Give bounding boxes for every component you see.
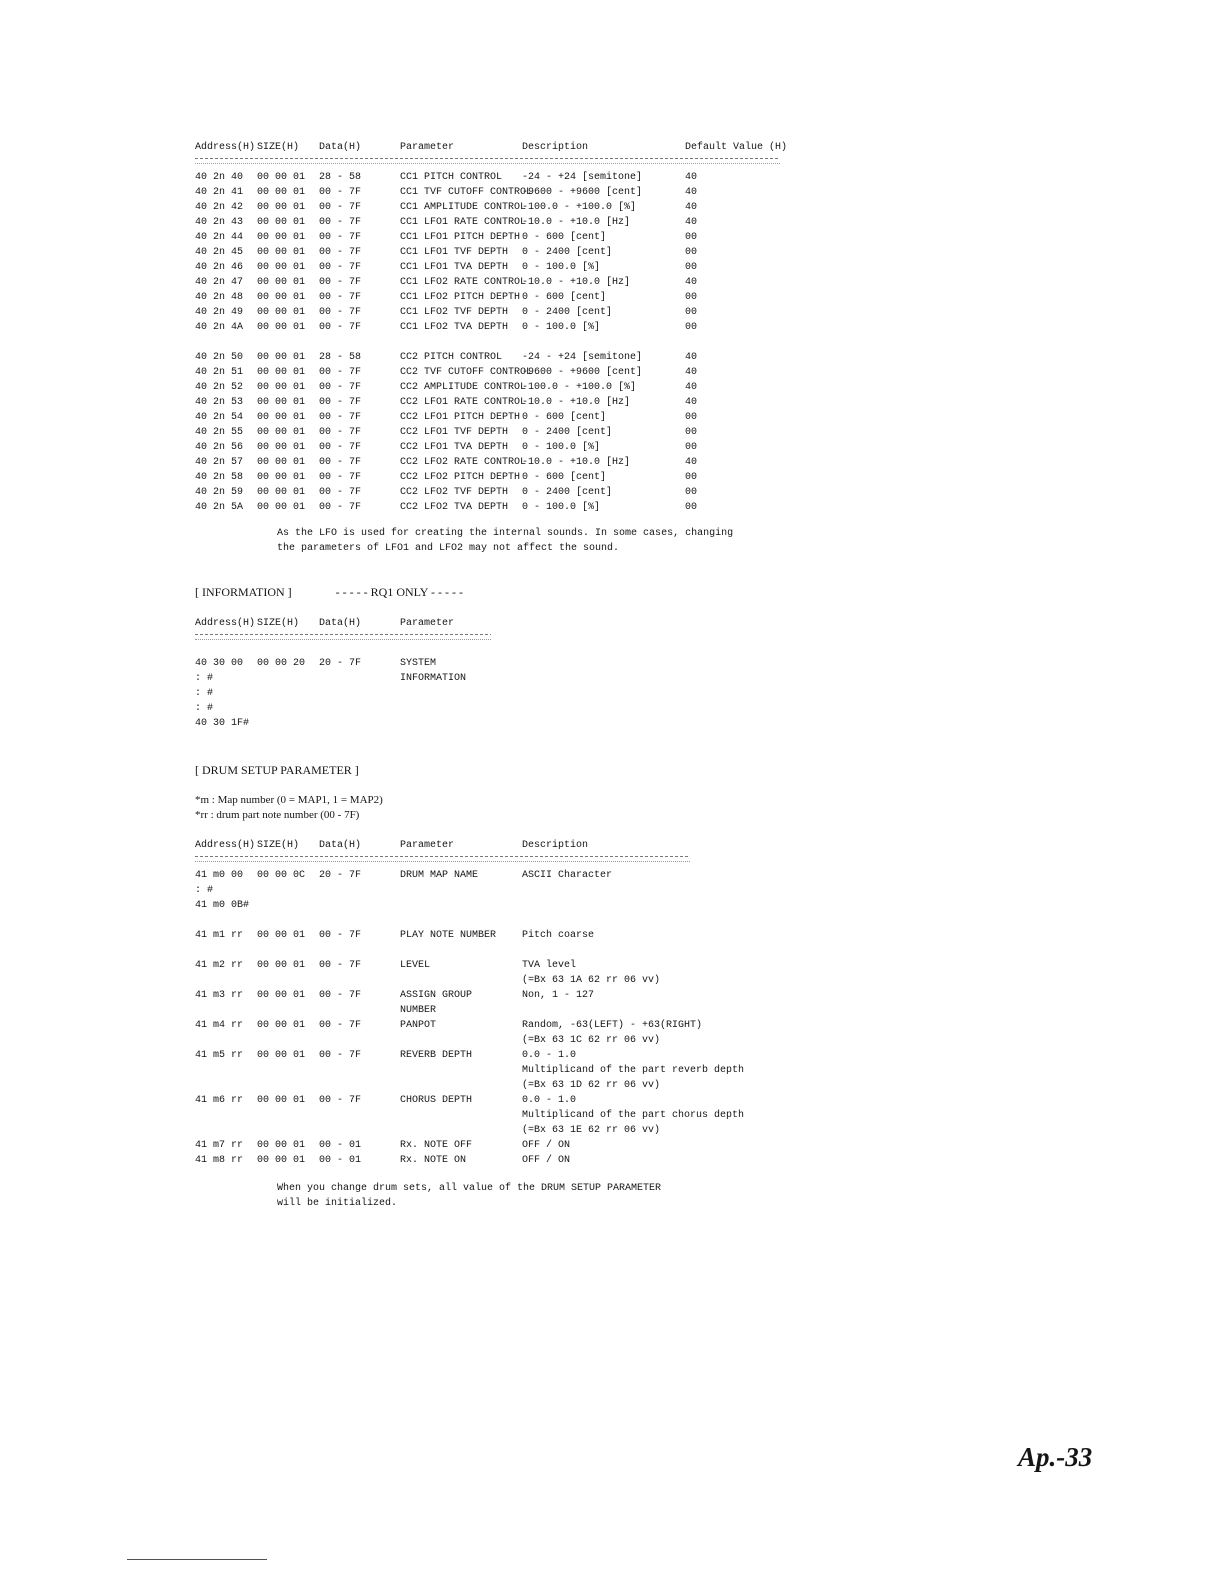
table-row [195, 686, 491, 701]
cell-description: 0 - 600 [cent] [522, 232, 607, 243]
cell-parameter: PLAY NOTE NUMBER [400, 930, 497, 941]
cell-parameter: CC2 LFO2 RATE CONTROL [400, 457, 527, 468]
cell-description: -24 - +24 [semitone] [522, 352, 643, 363]
drum-rows [195, 868, 745, 1168]
cell-description: 0 - 100.0 [%] [522, 322, 601, 333]
cell-description: 0 - 600 [cent] [522, 472, 607, 483]
cell-parameter: CC1 TVF CUTOFF CONTROL [400, 187, 533, 198]
cell-address: 40 2n 55 [195, 427, 244, 438]
cell-parameter: CC2 TVF CUTOFF CONTROL [400, 367, 533, 378]
cell-data: 00 - 7F [319, 322, 362, 333]
cell-parameter: CC1 LFO1 RATE CONTROL [400, 217, 527, 228]
cell-data: 00 - 7F [319, 990, 362, 1001]
drum-setup-title: [ DRUM SETUP PARAMETER ] [195, 763, 359, 777]
cell-size: 00 00 01 [257, 172, 306, 183]
table-row [195, 1078, 690, 1093]
header-address: Address(H) [195, 840, 256, 851]
table-row [195, 275, 780, 290]
table-row [195, 1093, 690, 1108]
cell-data: 00 - 7F [319, 367, 362, 378]
drum-setup-table [195, 838, 745, 1168]
cell-description: 0.0 - 1.0 [522, 1095, 577, 1106]
cell-address: 40 2n 54 [195, 412, 244, 423]
cell-data: 00 - 7F [319, 457, 362, 468]
cell-default: 40 [685, 382, 698, 393]
table-row [195, 380, 780, 395]
cell-parameter: CC2 AMPLITUDE CONTROL [400, 382, 527, 393]
cell-address: 40 2n 53 [195, 397, 244, 408]
table-row [195, 395, 780, 410]
cell-data: 00 - 01 [319, 1155, 362, 1166]
cell-parameter: CC1 AMPLITUDE CONTROL [400, 202, 527, 213]
cell-address: 40 2n 50 [195, 352, 244, 363]
table-row [195, 350, 780, 365]
header-rule [195, 855, 690, 862]
cell-default: 00 [685, 232, 698, 243]
cell-address: 41 m1 rr [195, 930, 244, 941]
cell-default: 40 [685, 172, 698, 183]
cell-address: 40 2n 44 [195, 232, 244, 243]
header-rule [195, 157, 780, 164]
cell-parameter: CC2 LFO1 RATE CONTROL [400, 397, 527, 408]
cell-data: 00 - 7F [319, 412, 362, 423]
cell-description: OFF / ON [522, 1155, 571, 1166]
cell-parameter: CC1 LFO2 RATE CONTROL [400, 277, 527, 288]
cell-parameter: SYSTEM [400, 658, 437, 669]
cell-size: 00 00 01 [257, 502, 306, 513]
cc-rows [195, 170, 780, 515]
table-row [195, 200, 780, 215]
cell-default: 00 [685, 292, 698, 303]
cell-default: 00 [685, 442, 698, 453]
header-size: SIZE(H) [257, 840, 300, 851]
cell-default: 00 [685, 247, 698, 258]
cell-data: 00 - 7F [319, 472, 362, 483]
cell-data: 00 - 7F [319, 442, 362, 453]
table-row [195, 425, 780, 440]
cell-address: : # [195, 885, 214, 896]
information-title: [ INFORMATION ] [195, 585, 292, 599]
cell-description: 0 - 100.0 [%] [522, 502, 601, 513]
cell-size: 00 00 01 [257, 990, 306, 1001]
table-row [195, 455, 780, 470]
cell-description: Random, -63(LEFT) - +63(RIGHT) [522, 1020, 703, 1031]
header-address: Address(H) [195, 618, 256, 629]
table-row [195, 1048, 690, 1063]
table-row [195, 485, 780, 500]
cell-address: 40 30 00 [195, 658, 244, 669]
cell-address: 40 2n 56 [195, 442, 244, 453]
table-row [195, 928, 690, 943]
cell-data: 00 - 7F [319, 217, 362, 228]
lfo-note [277, 526, 733, 556]
cell-address: 40 2n 4A [195, 322, 244, 333]
cell-default: 40 [685, 187, 698, 198]
cell-address: 40 2n 48 [195, 292, 244, 303]
table-row [195, 883, 690, 898]
cell-data: 20 - 7F [319, 870, 362, 881]
table-row [195, 1123, 690, 1138]
table-row [195, 958, 690, 973]
cell-data: 00 - 7F [319, 292, 362, 303]
table-row [195, 290, 780, 305]
cell-address: 40 2n 43 [195, 217, 244, 228]
cell-parameter: CC2 LFO2 TVF DEPTH [400, 487, 509, 498]
information-rows [195, 656, 491, 731]
cell-data: 28 - 58 [319, 172, 362, 183]
header-data: Data(H) [319, 840, 362, 851]
cell-size: 00 00 01 [257, 367, 306, 378]
cell-description: (=Bx 63 1A 62 rr 06 vv) [522, 975, 661, 986]
table-row [195, 868, 690, 883]
table-row [195, 410, 780, 425]
cell-description: -10.0 - +10.0 [Hz] [522, 217, 631, 228]
cell-description: -24 - +24 [semitone] [522, 172, 643, 183]
table-row [195, 973, 690, 988]
cell-data: 00 - 7F [319, 262, 362, 273]
cell-size: 00 00 01 [257, 457, 306, 468]
header-data: Data(H) [319, 142, 362, 153]
table-row [195, 260, 780, 275]
drum-setup-definitions [195, 793, 383, 823]
cell-address: 40 2n 40 [195, 172, 244, 183]
cell-address: 41 m0 0B# [195, 900, 250, 911]
cell-description: -10.0 - +10.0 [Hz] [522, 277, 631, 288]
cell-address: 41 m0 00 [195, 870, 244, 881]
cell-description: Pitch coarse [522, 930, 595, 941]
cell-address: 40 2n 57 [195, 457, 244, 468]
note-line: When you change drum sets, all value of the DRUM SETUP PARAMETER [277, 1183, 662, 1194]
cell-description: 0 - 2400 [cent] [522, 487, 613, 498]
table-row [195, 320, 780, 335]
cell-size: 00 00 01 [257, 202, 306, 213]
definition-map-number: *m : Map number (0 = MAP1, 1 = MAP2) [195, 794, 383, 806]
cell-default: 40 [685, 202, 698, 213]
cell-parameter: DRUM MAP NAME [400, 870, 479, 881]
definition-note-number: *rr : drum part note number (00 - 7F) [195, 809, 360, 821]
cell-address: 41 m8 rr [195, 1155, 244, 1166]
rq1-only-note: - - - - - RQ1 ONLY - - - - - [335, 585, 463, 599]
cell-address: 41 m6 rr [195, 1095, 244, 1106]
cell-size: 00 00 01 [257, 442, 306, 453]
cell-parameter: LEVEL [400, 960, 431, 971]
cell-default: 00 [685, 262, 698, 273]
cell-description: 0.0 - 1.0 [522, 1050, 577, 1061]
cell-default: 00 [685, 472, 698, 483]
cell-description: ASCII Character [522, 870, 613, 881]
cell-data: 00 - 7F [319, 232, 362, 243]
cell-size: 00 00 01 [257, 1140, 306, 1151]
cell-default: 00 [685, 412, 698, 423]
table-row [195, 716, 491, 731]
cell-description: -9600 - +9600 [cent] [522, 367, 643, 378]
cell-address: 40 2n 49 [195, 307, 244, 318]
cell-default: 40 [685, 352, 698, 363]
cell-description: TVA level [522, 960, 577, 971]
table-row [195, 245, 780, 260]
table-row [195, 470, 780, 485]
cell-description: Multiplicand of the part reverb depth [522, 1065, 745, 1076]
cell-default: 40 [685, 367, 698, 378]
cell-parameter: CC2 LFO2 TVA DEPTH [400, 502, 509, 513]
cell-description: -10.0 - +10.0 [Hz] [522, 397, 631, 408]
table-header [195, 838, 690, 854]
table-row [195, 988, 690, 1003]
cell-parameter: NUMBER [400, 1005, 437, 1016]
cell-parameter: ASSIGN GROUP [400, 990, 473, 1001]
cell-address: 40 2n 52 [195, 382, 244, 393]
table-row [195, 1018, 703, 1033]
table-row [195, 185, 780, 200]
cell-parameter: CC2 LFO1 PITCH DEPTH [400, 412, 521, 423]
cell-description: (=Bx 63 1D 62 rr 06 vv) [522, 1080, 661, 1091]
cell-data: 00 - 7F [319, 930, 362, 941]
cell-data: 00 - 7F [319, 487, 362, 498]
cell-description: Non, 1 - 127 [522, 990, 595, 1001]
page-number: Ap.-33 [1018, 1442, 1093, 1472]
cell-address: : # [195, 703, 214, 714]
header-description: Description [522, 840, 589, 851]
cell-parameter: Rx. NOTE OFF [400, 1140, 473, 1151]
cell-address: 40 2n 5A [195, 502, 244, 513]
cell-data: 00 - 7F [319, 1020, 362, 1031]
cell-parameter: INFORMATION [400, 673, 467, 684]
cell-description: (=Bx 63 1E 62 rr 06 vv) [522, 1125, 661, 1136]
cell-parameter: CC1 LFO1 TVA DEPTH [400, 262, 509, 273]
cell-default: 00 [685, 322, 698, 333]
cell-description: 0 - 2400 [cent] [522, 247, 613, 258]
header-parameter: Parameter [400, 618, 455, 629]
table-row [195, 1033, 690, 1048]
cell-size: 00 00 01 [257, 412, 306, 423]
cell-size: 00 00 01 [257, 397, 306, 408]
cell-address: 40 2n 42 [195, 202, 244, 213]
cell-default: 00 [685, 427, 698, 438]
cell-default: 00 [685, 307, 698, 318]
table-row [195, 671, 491, 686]
cell-parameter: Rx. NOTE ON [400, 1155, 467, 1166]
cell-data: 20 - 7F [319, 658, 362, 669]
cell-size: 00 00 01 [257, 1050, 306, 1061]
cell-size: 00 00 20 [257, 658, 306, 669]
cell-address: 41 m3 rr [195, 990, 244, 1001]
cell-size: 00 00 0C [257, 870, 306, 881]
cell-parameter: CC2 LFO2 PITCH DEPTH [400, 472, 521, 483]
table-row [195, 1138, 690, 1153]
note-line: will be initialized. [277, 1198, 398, 1209]
cell-data: 00 - 7F [319, 202, 362, 213]
cell-address: 40 30 1F# [195, 718, 250, 729]
cc-parameter-table [195, 140, 788, 515]
cell-default: 40 [685, 397, 698, 408]
cell-address: 40 2n 58 [195, 472, 244, 483]
table-row [195, 170, 780, 185]
cell-address: 41 m7 rr [195, 1140, 244, 1151]
header-parameter: Parameter [400, 840, 455, 851]
cell-address: 41 m4 rr [195, 1020, 244, 1031]
cell-description: -100.0 - +100.0 [%] [522, 202, 637, 213]
cell-data: 00 - 7F [319, 1050, 362, 1061]
table-row [195, 656, 491, 671]
information-section-title [195, 585, 463, 600]
cell-parameter: CC1 LFO2 PITCH DEPTH [400, 292, 521, 303]
table-header [195, 616, 491, 632]
table-row [195, 305, 780, 320]
note-line: the parameters of LFO1 and LFO2 may not affect the sound. [277, 543, 620, 554]
cell-description: OFF / ON [522, 1140, 571, 1151]
cell-address: 41 m5 rr [195, 1050, 244, 1061]
cell-default: 40 [685, 217, 698, 228]
cell-parameter: CC2 LFO1 TVF DEPTH [400, 427, 509, 438]
table-row [195, 365, 780, 380]
cell-parameter: PANPOT [400, 1020, 437, 1031]
cell-size: 00 00 01 [257, 277, 306, 288]
table-row [195, 500, 780, 515]
cell-size: 00 00 01 [257, 427, 306, 438]
cell-data: 00 - 7F [319, 397, 362, 408]
header-data: Data(H) [319, 618, 362, 629]
cell-data: 00 - 7F [319, 307, 362, 318]
cell-size: 00 00 01 [257, 1095, 306, 1106]
header-size: SIZE(H) [257, 618, 300, 629]
table-row [195, 230, 780, 245]
cell-size: 00 00 01 [257, 930, 306, 941]
header-parameter: Parameter [400, 142, 455, 153]
cell-description: Multiplicand of the part chorus depth [522, 1110, 745, 1121]
cell-description: -9600 - +9600 [cent] [522, 187, 643, 198]
cell-default: 00 [685, 487, 698, 498]
cell-address: 40 2n 47 [195, 277, 244, 288]
table-row [195, 440, 780, 455]
cell-size: 00 00 01 [257, 232, 306, 243]
header-address: Address(H) [195, 142, 256, 153]
cell-data: 00 - 7F [319, 427, 362, 438]
cell-size: 00 00 01 [257, 307, 306, 318]
cell-default: 40 [685, 457, 698, 468]
drum-setup-note [277, 1181, 661, 1211]
cell-description: 0 - 2400 [cent] [522, 307, 613, 318]
cell-data: 28 - 58 [319, 352, 362, 363]
header-description: Description [522, 142, 589, 153]
header-rule [195, 633, 491, 640]
cell-size: 00 00 01 [257, 217, 306, 228]
cell-description: -100.0 - +100.0 [%] [522, 382, 637, 393]
table-row [195, 215, 780, 230]
cell-description: 0 - 600 [cent] [522, 292, 607, 303]
cell-description: -10.0 - +10.0 [Hz] [522, 457, 631, 468]
cell-size: 00 00 01 [257, 247, 306, 258]
cell-address: 40 2n 41 [195, 187, 244, 198]
cell-parameter: CC1 LFO2 TVF DEPTH [400, 307, 509, 318]
cell-size: 00 00 01 [257, 487, 306, 498]
cell-parameter: CC1 LFO2 TVA DEPTH [400, 322, 509, 333]
cell-data: 00 - 7F [319, 247, 362, 258]
header-size: SIZE(H) [257, 142, 300, 153]
cell-size: 00 00 01 [257, 262, 306, 273]
table-row [195, 1108, 745, 1123]
cell-parameter: CC2 PITCH CONTROL [400, 352, 503, 363]
cell-data: 00 - 7F [319, 960, 362, 971]
cell-default: 00 [685, 502, 698, 513]
table-row [195, 1063, 745, 1078]
cell-data: 00 - 7F [319, 1095, 362, 1106]
cell-parameter: CC1 LFO1 TVF DEPTH [400, 247, 509, 258]
cell-address: 40 2n 59 [195, 487, 244, 498]
cell-size: 00 00 01 [257, 472, 306, 483]
cell-description: 0 - 100.0 [%] [522, 262, 601, 273]
table-row [195, 898, 690, 913]
cell-data: 00 - 7F [319, 187, 362, 198]
table-row [195, 1153, 690, 1168]
cell-parameter: CC1 LFO1 PITCH DEPTH [400, 232, 521, 243]
cell-address: 41 m2 rr [195, 960, 244, 971]
cell-parameter: CHORUS DEPTH [400, 1095, 473, 1106]
cell-address: 40 2n 45 [195, 247, 244, 258]
information-table [195, 616, 491, 731]
cell-size: 00 00 01 [257, 187, 306, 198]
cell-data: 00 - 01 [319, 1140, 362, 1151]
cell-size: 00 00 01 [257, 382, 306, 393]
header-default: Default Value (H) [685, 142, 788, 153]
note-line: As the LFO is used for creating the internal sounds. In some cases, changing [277, 528, 734, 539]
cell-data: 00 - 7F [319, 277, 362, 288]
cell-data: 00 - 7F [319, 502, 362, 513]
bottom-rule [127, 1559, 267, 1560]
cell-size: 00 00 01 [257, 1155, 306, 1166]
table-row [195, 701, 491, 716]
cell-description: 0 - 600 [cent] [522, 412, 607, 423]
cell-size: 00 00 01 [257, 352, 306, 363]
cell-address: : # [195, 673, 214, 684]
cell-address: : # [195, 688, 214, 699]
cell-size: 00 00 01 [257, 322, 306, 333]
cell-size: 00 00 01 [257, 1020, 306, 1031]
cell-parameter: REVERB DEPTH [400, 1050, 473, 1061]
cell-parameter: CC1 PITCH CONTROL [400, 172, 503, 183]
cell-address: 40 2n 51 [195, 367, 244, 378]
cell-parameter: CC2 LFO1 TVA DEPTH [400, 442, 509, 453]
cell-size: 00 00 01 [257, 960, 306, 971]
cell-description: 0 - 2400 [cent] [522, 427, 613, 438]
table-header [195, 140, 788, 156]
table-row [195, 1003, 690, 1018]
cell-default: 40 [685, 277, 698, 288]
cell-data: 00 - 7F [319, 382, 362, 393]
cell-description: 0 - 100.0 [%] [522, 442, 601, 453]
cell-address: 40 2n 46 [195, 262, 244, 273]
cell-size: 00 00 01 [257, 292, 306, 303]
cell-description: (=Bx 63 1C 62 rr 06 vv) [522, 1035, 661, 1046]
